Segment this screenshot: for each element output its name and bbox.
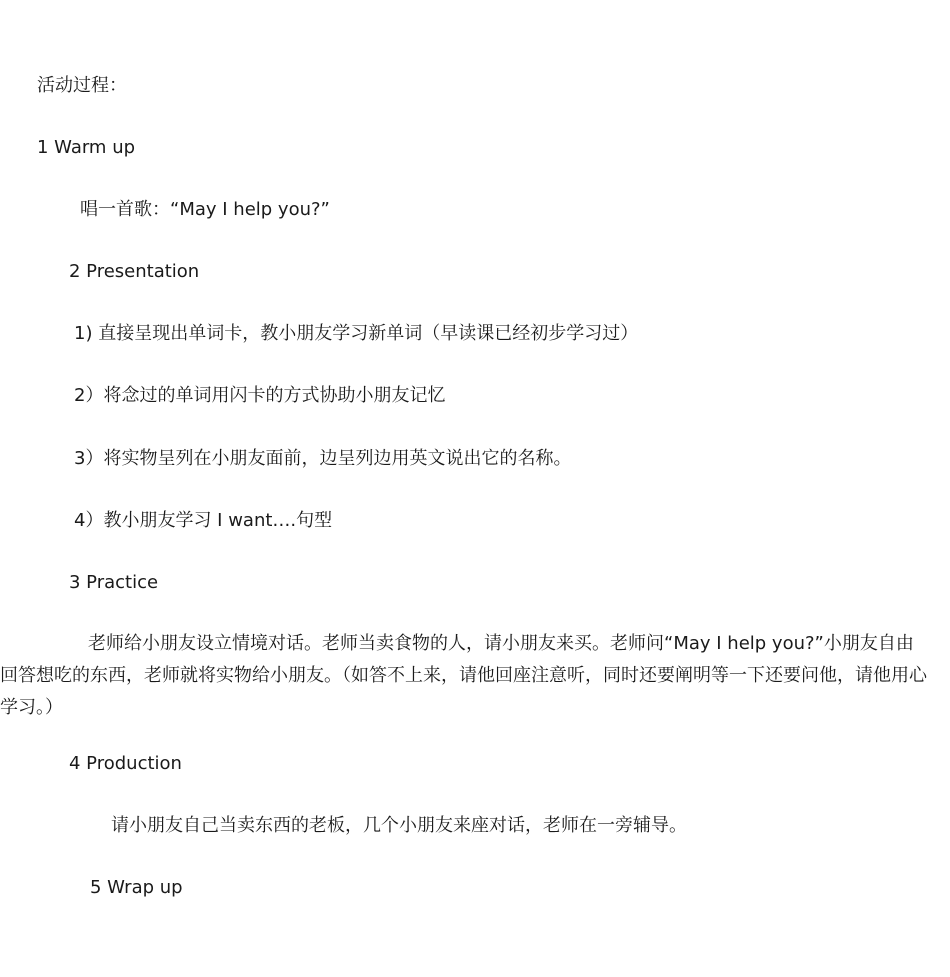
section-warm-up-title: 1 Warm up: [37, 137, 136, 158]
practice-paragraph: 老师给小朋友设立情境对话。老师当卖食物的人，请小朋友来买。老师问“May I help you?”小朋友自由回答想吃的东西，老师就将实物给小朋友。（如答不上来，请他回座注意听，同时还要阐明等一下还要问他，请他用心学习。）: [0, 633, 927, 718]
warm-up-song-line: 唱一首歌：“May I help you?”: [80, 199, 330, 220]
presentation-item-2: 2）将念过的单词用闪卡的方式协助小朋友记忆: [74, 385, 446, 406]
presentation-item-1: 1) 直接呈现出单词卡，教小朋友学习新单词（早读课已经初步学习过）: [74, 323, 639, 344]
activity-process-heading: 活动过程：: [37, 75, 127, 96]
section-presentation-title: 2 Presentation: [69, 261, 200, 282]
presentation-item-4: 4）教小朋友学习 I want….句型: [74, 510, 333, 531]
production-line: 请小朋友自己当卖东西的老板，几个小朋友来座对话，老师在一旁辅导。: [111, 815, 687, 836]
section-wrap-up-title: 5 Wrap up: [90, 877, 183, 898]
presentation-item-3: 3）将实物呈列在小朋友面前，边呈列边用英文说出它的名称。: [74, 448, 572, 469]
section-production-title: 4 Production: [69, 753, 182, 774]
section-practice-title: 3 Practice: [69, 572, 159, 593]
